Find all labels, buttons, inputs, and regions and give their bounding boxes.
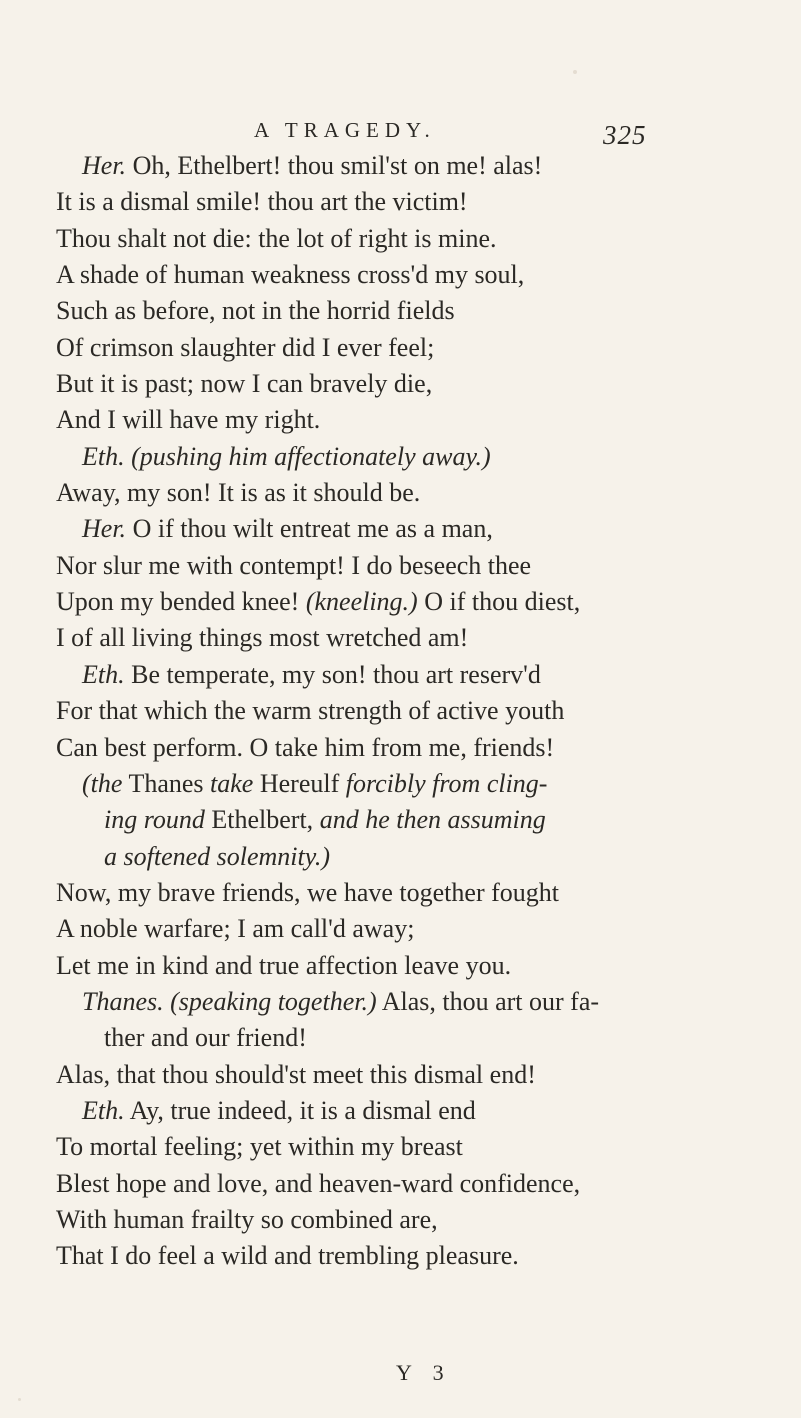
line-text: A noble warfare; I am call'd away; — [56, 914, 415, 944]
line-text: Be temperate, my son! thou art reserv'd — [124, 659, 541, 689]
line-text: Nor slur me with contempt! I do beseech thee — [56, 550, 532, 580]
verse-line — [56, 1093, 756, 1129]
stage-direction-line — [56, 766, 756, 802]
line-text: Thanes — [122, 768, 211, 798]
line-text: Now, my brave friends, we have together fought — [56, 877, 559, 907]
stage-direction: forcibly from cling- — [345, 768, 548, 798]
verse-line — [56, 1020, 756, 1056]
speaker-name: Eth. — [82, 441, 125, 471]
running-head — [0, 118, 801, 150]
stage-direction: (pushing him affectionately away.) — [131, 441, 491, 471]
signature-mark: Y 3 — [396, 1360, 452, 1385]
line-text: And I will have my right. — [56, 405, 321, 435]
line-text: Thou shalt not die: the lot of right is mine. — [56, 223, 497, 253]
line-text: With human frailty so combined are, — [56, 1204, 438, 1234]
stage-direction-line — [56, 839, 756, 875]
line-text: I of all living things most wretched am! — [56, 623, 469, 653]
speaker-name: Eth. — [82, 659, 125, 689]
stage-direction: (the — [82, 768, 123, 798]
line-text: Alas, thou art our fa- — [376, 986, 600, 1016]
line-text: Let me in kind and true affection leave you. — [56, 950, 512, 980]
verse-line — [56, 257, 756, 293]
verse-line — [56, 439, 756, 475]
verse-line — [56, 1166, 756, 1202]
verse-line — [56, 402, 756, 438]
line-text: It is a dismal smile! thou art the victim! — [56, 187, 468, 217]
speaker-name: Her. — [82, 514, 127, 544]
verse-line — [56, 584, 756, 620]
verse-line — [56, 366, 756, 402]
speaker-name: Her. — [82, 151, 127, 180]
verse-line — [56, 1202, 756, 1238]
stage-direction: (speaking together.) — [170, 986, 377, 1016]
line-text: But it is past; now I can bravely die, — [56, 369, 433, 399]
stage-direction: (kneeling.) — [305, 587, 418, 617]
line-text: Oh, Ethelbert! thou smil'st on me! alas! — [126, 151, 543, 180]
verse-line — [56, 1057, 756, 1093]
speaker-name: Eth. — [82, 1095, 125, 1125]
verse-line — [56, 620, 756, 656]
line-text: That I do feel a wild and trembling pleasure. — [56, 1241, 519, 1271]
line-text: Upon my bended knee! — [56, 587, 306, 617]
verse-line — [56, 221, 756, 257]
verse-line — [56, 293, 756, 329]
paper-speck — [18, 1398, 21, 1401]
verse-line — [56, 184, 756, 220]
verse-line — [56, 911, 756, 947]
line-text: A shade of human weakness cross'd my soul, — [56, 260, 525, 290]
verse-line — [56, 730, 756, 766]
verse-line — [56, 948, 756, 984]
line-text: O if thou diest, — [417, 587, 581, 617]
verse-line — [56, 475, 756, 511]
stage-direction: and he then assuming — [319, 805, 546, 835]
line-text: For that which the warm strength of active youth — [56, 696, 565, 726]
line-text: Can best perform. O take him from me, friends! — [56, 732, 555, 762]
line-text: Blest hope and love, and heaven-ward confidence, — [56, 1168, 581, 1198]
verse-line — [56, 1238, 756, 1274]
verse-line — [56, 548, 756, 584]
running-title: A TRAGEDY. — [254, 118, 436, 142]
page-number: 325 — [603, 120, 647, 150]
stage-direction-line — [56, 802, 756, 838]
line-text: O if thou wilt entreat me as a man, — [126, 514, 493, 544]
stage-direction: take — [210, 768, 254, 798]
speaker-name: Thanes. — [82, 986, 164, 1016]
verse-line — [56, 657, 756, 693]
line-text: Alas, that thou should'st meet this dismal end! — [56, 1059, 536, 1089]
verse-line — [56, 693, 756, 729]
stage-direction: ing round — [104, 805, 205, 835]
verse-line — [56, 330, 756, 366]
line-text: ther and our friend! — [104, 1023, 307, 1053]
verse-line — [56, 148, 756, 184]
line-text: Of crimson slaughter did I ever feel; — [56, 332, 435, 362]
verse-line — [56, 511, 756, 547]
line-text: Ethelbert, — [204, 805, 320, 835]
verse-line — [56, 1129, 756, 1165]
verse-line — [56, 984, 756, 1020]
stage-direction: a softened solemnity.) — [104, 841, 331, 871]
line-text: Away, my son! It is as it should be. — [56, 478, 421, 508]
line-text: To mortal feeling; yet within my breast — [56, 1132, 463, 1162]
line-text: Hereulf — [253, 768, 346, 798]
line-text: Such as before, not in the horrid fields — [56, 296, 455, 326]
verse-text — [56, 148, 756, 1275]
line-text: Ay, true indeed, it is a dismal end — [124, 1095, 476, 1125]
verse-line — [56, 875, 756, 911]
paper-speck — [573, 70, 577, 74]
